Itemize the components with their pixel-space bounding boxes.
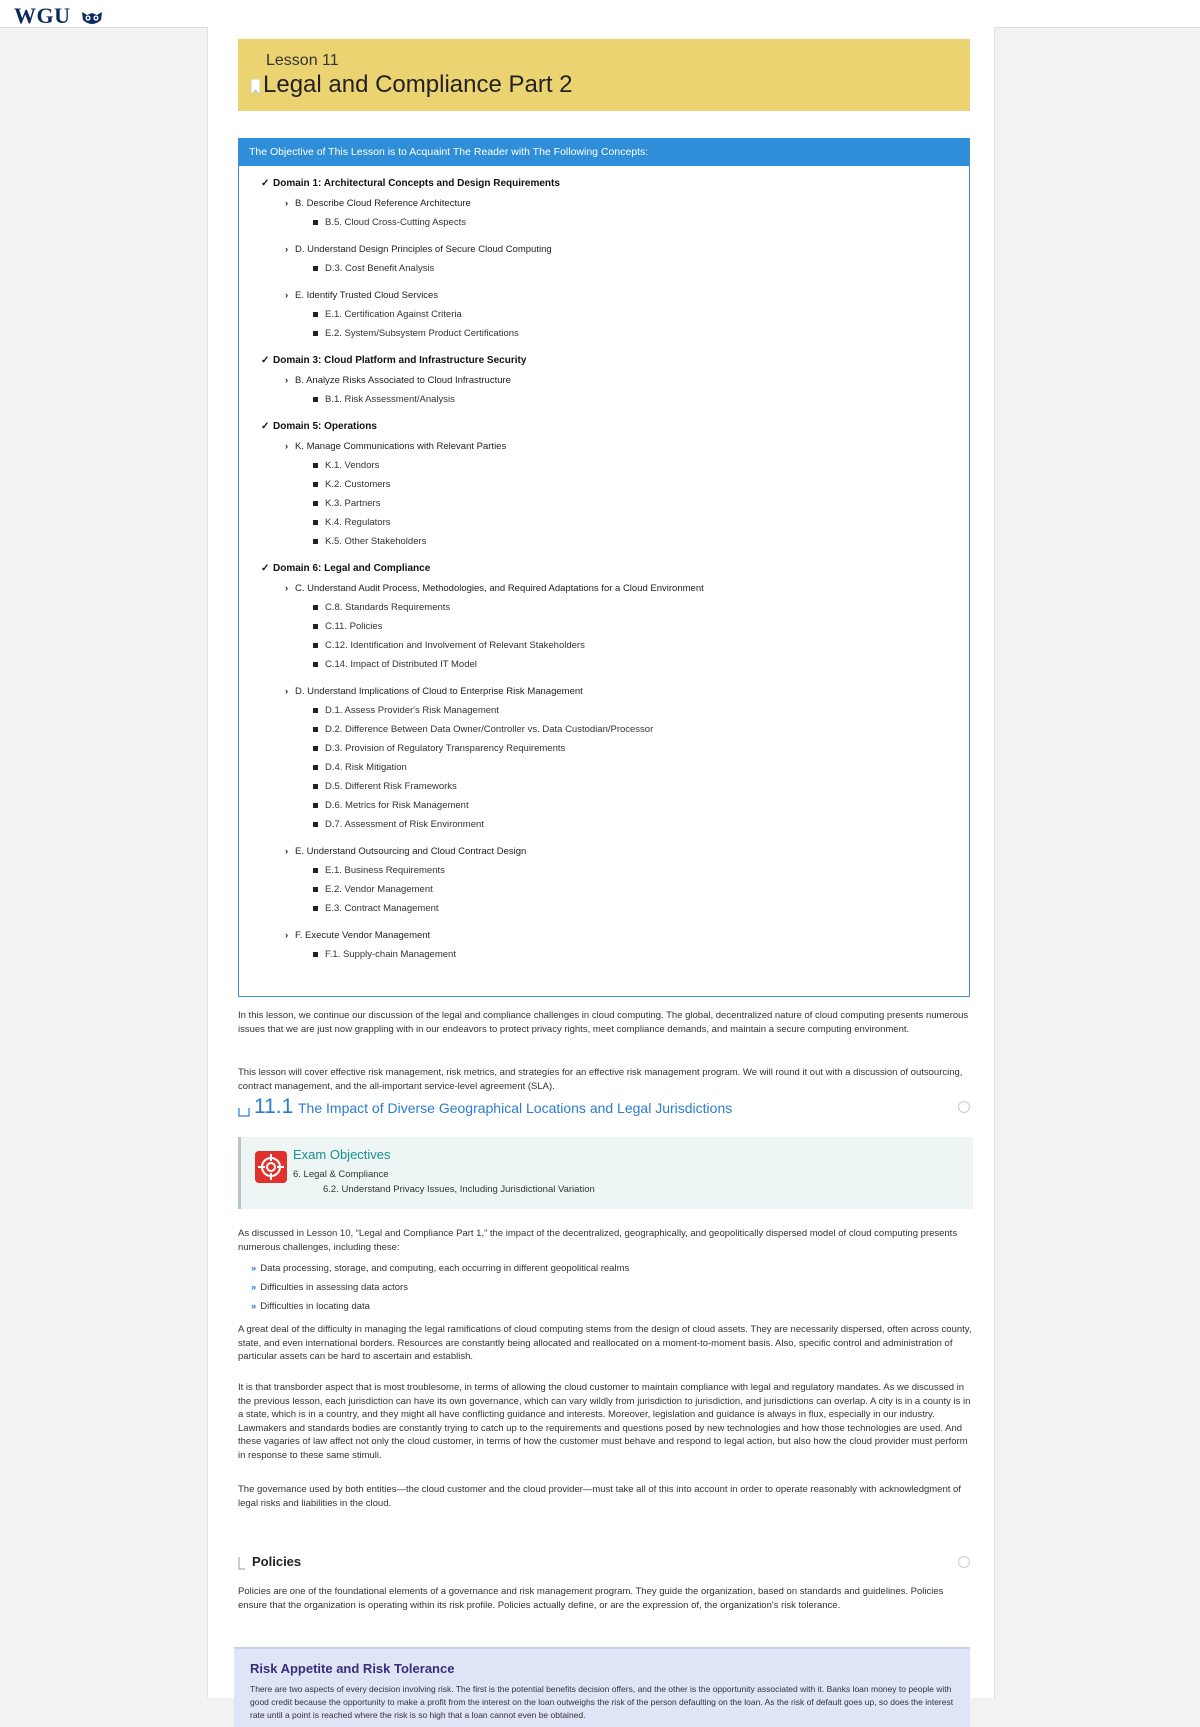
double-chevron-icon: »	[251, 1282, 257, 1293]
exam-objective-item: 6.2. Understand Privacy Issues, Including Jurisdictional Variation	[323, 1184, 595, 1195]
chevron-right-icon: ›	[285, 244, 289, 255]
chevron-right-icon: ›	[285, 930, 289, 941]
objective-item: D.6. Metrics for Risk Management	[313, 800, 469, 811]
exam-objectives-title: Exam Objectives	[293, 1147, 391, 1162]
objective-item: B.1. Risk Assessment/Analysis	[313, 394, 455, 405]
objective-subtopic: › B. Analyze Risks Associated to Cloud Infrastructure	[285, 375, 511, 386]
intro-paragraph-1: In this lesson, we continue our discussion of the legal and compliance challenges in cloud computing. The global, decentralized nature of cloud computing presents numerous issues that we are just now grappling with in our endeavors to protect privacy rights, meet compliance demands, and maintain a secure computing environment.	[238, 1010, 969, 1035]
square-bullet-icon	[313, 266, 318, 271]
objective-item: K.4. Regulators	[313, 517, 390, 528]
objective-subtopic: › C. Understand Audit Process, Methodologies, and Required Adaptations for a Cloud Environment	[285, 583, 704, 594]
objective-item: D.2. Difference Between Data Owner/Controller vs. Data Custodian/Processor	[313, 724, 653, 735]
objective-item: C.14. Impact of Distributed IT Model	[313, 659, 477, 670]
body-paragraph-3: It is that transborder aspect that is most troublesome, in terms of allowing the cloud customer to maintain compliance with legal and regulatory mandates. As we discussed in the previous lesson, each jurisdiction can have its own governance, which can vary wildly from jurisdiction to jurisdiction, and jurisdictions can overlap. A city is in a county is in a state, which is in a country, and they might all have conflicting guidance and interests. Moreover, legislation and guidance is always in flux, especially in our industry. Lawmakers and standards bodies are constantly trying to catch up to the requirements and questions posed by new technologies and how those technologies are used. And these vagaries of law affect not only the cloud customer, in terms of how the customer must behave and respond to legal action, but also how the cloud provider must perform in response to these same stimuli.	[238, 1382, 971, 1461]
chevron-right-icon: ›	[285, 441, 289, 452]
chevron-right-icon: ›	[285, 375, 289, 386]
progress-circle-icon[interactable]	[958, 1101, 970, 1113]
square-bullet-icon	[313, 501, 318, 506]
body-paragraph-1: As discussed in Lesson 10, “Legal and Compliance Part 1,” the impact of the decentralized, geographically, and geopolitically dispersed model of cloud computing presents numerous challenges, including these:	[238, 1228, 958, 1253]
body-paragraph-2: A great deal of the difficulty in managing the legal ramifications of cloud computing stems from the design of cloud assets. They are necessarily dispersed, often across county, state, and even international borders. Resources are constantly being allocated and reallocated on a moment-to-moment basis. Also, specific control and administration of particular assets can be hard to ascertain and establish.	[238, 1324, 972, 1362]
square-bullet-icon	[313, 220, 318, 225]
section-heading	[238, 1097, 972, 1121]
bookmark-icon[interactable]	[251, 79, 260, 95]
square-bullet-icon	[313, 463, 318, 468]
objective-item: E.2. Vendor Management	[313, 884, 433, 895]
risk-callout-text: There are two aspects of every decision involving risk. The first is the potential benefits decision offers, and the other is the opportunity associated with it. Banks loan money to people with good credit because the opportunity to make a profit from the interest on the loan outweighs the risk of the person defaulting on the loan. As the risk of default goes up, so does the interest rate until a point is reached where the risk is so high that a loan cannot even be obtained.	[250, 1684, 954, 1720]
objectives-box	[238, 138, 970, 997]
objective-item: K.1. Vendors	[313, 460, 379, 471]
list-item: » Difficulties in assessing data actors	[251, 1282, 408, 1293]
square-bullet-icon	[313, 605, 318, 610]
square-bullet-icon	[313, 784, 318, 789]
intro-paragraph-2: This lesson will cover effective risk management, risk metrics, and strategies for an effective risk management program. We will round it out with a discussion of outsourcing, contract management, and the all-important service-level agreement (SLA).	[238, 1067, 963, 1092]
objectives-header: The Objective of This Lesson is to Acquaint The Reader with The Following Concepts:	[239, 138, 969, 166]
square-bullet-icon	[313, 397, 318, 402]
objective-item: E.1. Business Requirements	[313, 865, 445, 876]
lesson-title: Legal and Compliance Part 2	[263, 71, 573, 98]
square-bullet-icon	[313, 539, 318, 544]
objective-subtopic: › E. Understand Outsourcing and Cloud Contract Design	[285, 846, 527, 857]
square-bullet-icon	[313, 643, 318, 648]
square-bullet-icon	[313, 887, 318, 892]
square-bullet-icon	[313, 952, 318, 957]
objective-item: F.1. Supply-chain Management	[313, 949, 456, 960]
top-bar	[0, 0, 1200, 28]
lesson-number: Lesson 11	[266, 52, 339, 69]
square-bullet-icon	[313, 482, 318, 487]
section-title: The Impact of Diverse Geographical Locations and Legal Jurisdictions	[298, 1100, 733, 1116]
chevron-right-icon: ›	[285, 846, 289, 857]
list-item: » Data processing, storage, and computing, each occurring in different geopolitical realms	[251, 1263, 630, 1274]
objective-item: K.2. Customers	[313, 479, 390, 490]
double-chevron-icon: »	[251, 1301, 257, 1312]
objective-item: C.8. Standards Requirements	[313, 602, 450, 613]
checkmark-icon: ✓	[261, 421, 270, 432]
bookmark-outline-icon[interactable]	[238, 1556, 246, 1570]
chevron-right-icon: ›	[285, 290, 289, 301]
square-bullet-icon	[313, 727, 318, 732]
exam-objective-domain: 6. Legal & Compliance	[293, 1169, 389, 1180]
checkmark-icon: ✓	[261, 178, 270, 189]
objective-domain: ✓ Domain 6: Legal and Compliance	[261, 563, 431, 574]
chevron-right-icon: ›	[285, 686, 289, 697]
square-bullet-icon	[313, 746, 318, 751]
square-bullet-icon	[313, 520, 318, 525]
bookmark-outline-icon[interactable]	[238, 1107, 250, 1117]
chevron-right-icon: ›	[285, 583, 289, 594]
objective-domain: ✓ Domain 1: Architectural Concepts and Design Requirements	[261, 178, 560, 189]
objective-domain: ✓ Domain 5: Operations	[261, 421, 377, 432]
checkmark-icon: ✓	[261, 355, 270, 366]
list-item: » Difficulties in locating data	[251, 1301, 370, 1312]
square-bullet-icon	[313, 624, 318, 629]
objective-subtopic: › D. Understand Design Principles of Secure Cloud Computing	[285, 244, 552, 255]
square-bullet-icon	[313, 822, 318, 827]
objective-subtopic: › E. Identify Trusted Cloud Services	[285, 290, 439, 301]
policies-heading	[238, 1552, 972, 1572]
double-chevron-icon: »	[251, 1263, 257, 1274]
progress-circle-icon[interactable]	[958, 1556, 970, 1568]
objective-item: D.3. Provision of Regulatory Transparency Requirements	[313, 743, 565, 754]
checkmark-icon: ✓	[261, 563, 270, 574]
objective-item: D.3. Cost Benefit Analysis	[313, 263, 434, 274]
body-paragraph-4: The governance used by both entities—the cloud customer and the cloud provider—must take all of this into account in order to operate reasonably with acknowledgment of legal risks and liabilities in the cloud.	[238, 1484, 961, 1509]
objective-item: E.1. Certification Against Criteria	[313, 309, 462, 320]
lesson-page	[207, 27, 995, 1720]
objective-item: D.5. Different Risk Frameworks	[313, 781, 457, 792]
objective-item: D.4. Risk Mitigation	[313, 762, 407, 773]
square-bullet-icon	[313, 765, 318, 770]
square-bullet-icon	[313, 803, 318, 808]
policies-title: Policies	[252, 1554, 302, 1569]
square-bullet-icon	[313, 906, 318, 911]
owl-icon	[80, 10, 104, 26]
target-icon	[255, 1151, 287, 1183]
wgu-logo[interactable]	[14, 3, 104, 29]
square-bullet-icon	[313, 312, 318, 317]
objective-item: D.7. Assessment of Risk Environment	[313, 819, 484, 830]
lesson-banner	[238, 39, 970, 111]
objective-item: E.3. Contract Management	[313, 903, 439, 914]
objective-item: C.12. Identification and Involvement of Relevant Stakeholders	[313, 640, 585, 651]
objective-subtopic: › B. Describe Cloud Reference Architecture	[285, 198, 471, 209]
section-number: 11.1	[254, 1095, 294, 1118]
objective-domain: ✓ Domain 3: Cloud Platform and Infrastructure Security	[261, 355, 527, 366]
logo-text: WGU	[14, 3, 71, 28]
objective-subtopic: › F. Execute Vendor Management	[285, 930, 431, 941]
objective-item: K.3. Partners	[313, 498, 380, 509]
objective-item: K.5. Other Stakeholders	[313, 536, 426, 547]
risk-callout-box	[234, 1647, 970, 1727]
square-bullet-icon	[313, 662, 318, 667]
exam-objectives-box	[238, 1137, 973, 1209]
objective-subtopic: › D. Understand Implications of Cloud to Enterprise Risk Management	[285, 686, 583, 697]
policies-paragraph: Policies are one of the foundational elements of a governance and risk management program. They guide the organization, based on standards and guidelines. Policies ensure that the organization is operating within its risk profile. Policies actually define, or are the expression of, the organization's risk tolerance.	[238, 1586, 944, 1611]
objective-item: C.11. Policies	[313, 621, 382, 632]
chevron-right-icon: ›	[285, 198, 289, 209]
objective-item: D.1. Assess Provider's Risk Management	[313, 705, 499, 716]
risk-callout-title: Risk Appetite and Risk Tolerance	[250, 1661, 455, 1676]
objective-item: E.2. System/Subsystem Product Certifications	[313, 328, 519, 339]
square-bullet-icon	[313, 331, 318, 336]
square-bullet-icon	[313, 868, 318, 873]
objective-subtopic: › K. Manage Communications with Relevant Parties	[285, 441, 507, 452]
square-bullet-icon	[313, 708, 318, 713]
objective-item: B.5. Cloud Cross-Cutting Aspects	[313, 217, 466, 228]
